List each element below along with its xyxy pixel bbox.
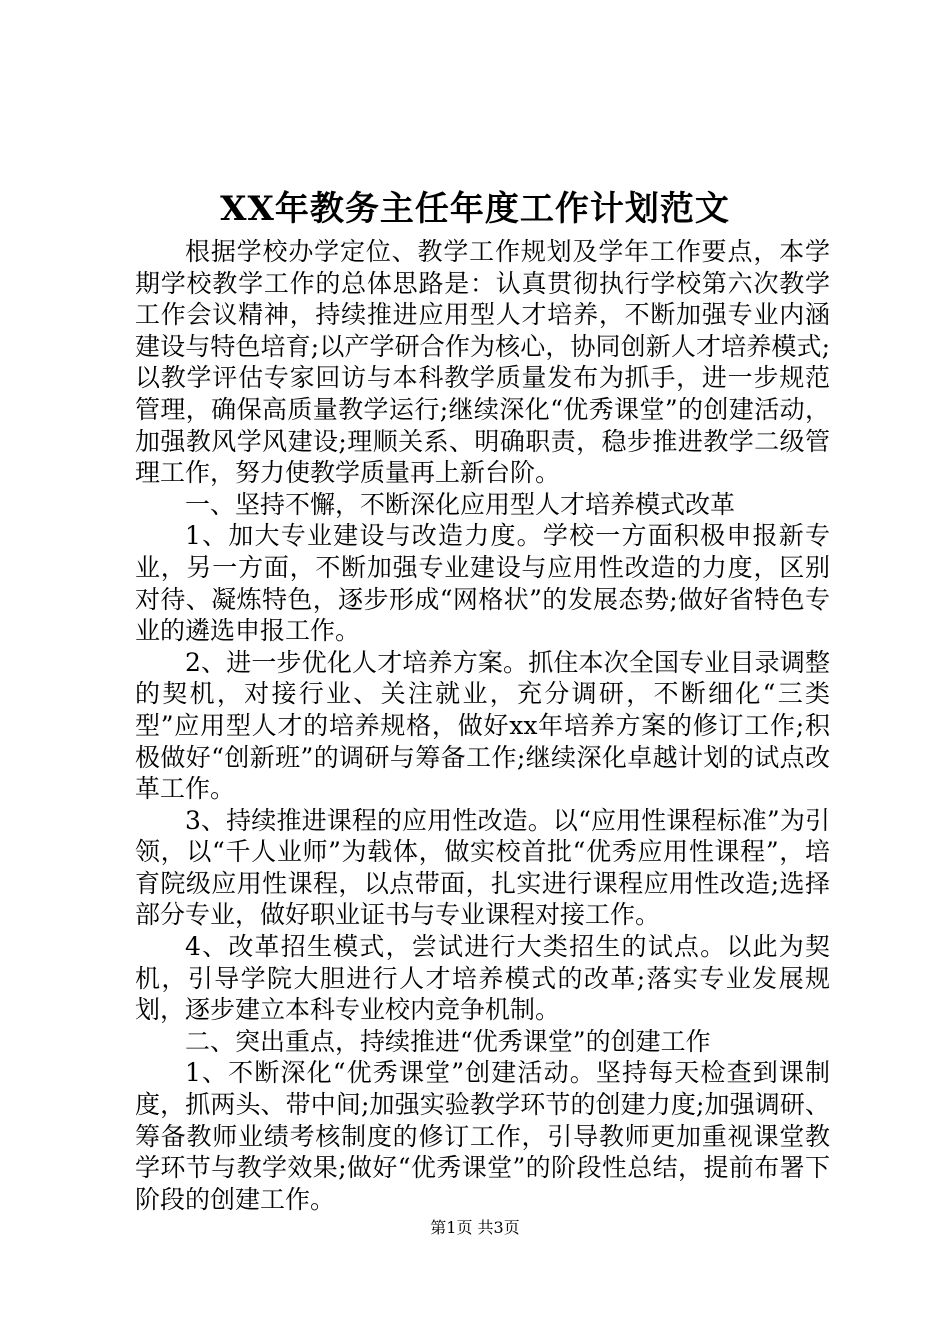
paragraph-1-4: 4、改革招生模式，尝试进行大类招生的试点。以此为契机，引导学院大胆进行人才培养模式的改革;落实专业发展规划，逐步建立本科专业校内竞争机制。 xyxy=(135,932,830,1025)
section-heading-2: 二、突出重点，持续推进“优秀课堂”的创建工作 xyxy=(185,1026,711,1056)
page-footer: 第1页 共3页 xyxy=(430,1218,520,1237)
section-heading-1: 一、坚持不懈，不断深化应用型人才培养模式改革 xyxy=(185,489,736,519)
paragraph-2-1: 1、不断深化“优秀课堂”创建活动。坚持每天检查到课制度，抓两头、带中间;加强实验教学环节的创建力度;加强调研、筹备教师业绩考核制度的修订工作，引导教师更加重视课堂教学环节与教学效果;做好“优秀课堂”的阶段性总结，提前布署下阶段的创建工作。 xyxy=(135,1058,830,1214)
document-body xyxy=(135,236,830,1215)
paragraph-1-3: 3、持续推进课程的应用性改造。以“应用性课程标准”为引领，以“千人业师”为载体，做实校首批“优秀应用性课程”，培育院级应用性课程，以点带面，扎实进行课程应用性改造;选择部分专业，做好职业证书与专业课程对接工作。 xyxy=(135,805,830,930)
paragraph-intro: 根据学校办学定位、教学工作规划及学年工作要点，本学期学校教学工作的总体思路是：认真贯彻执行学校第六次教学工作会议精神，持续推进应用型人才培养，不断加强专业内涵建设与特色培育;以产学研合作为核心，协同创新人才培养模式;以教学评估专家回访与本科教学质量发布为抓手，进一步规范管理，确保高质量教学运行;继续深化“优秀课堂”的创建活动，加强教风学风建设;理顺关系、明确职责，稳步推进教学二级管理工作，努力使教学质量再上新台阶。 xyxy=(135,237,830,488)
paragraph-1-2: 2、进一步优化人才培养方案。抓住本次全国专业目录调整的契机，对接行业、关注就业，充分调研，不断细化“三类型”应用型人才的培养规格，做好xx年培养方案的修订工作;积极做好“创新班”的调研与筹备工作;继续深化卓越计划的试点改革工作。 xyxy=(135,647,830,804)
paragraph-1-1: 1、加大专业建设与改造力度。学校一方面积极申报新专业，另一方面，不断加强专业建设与应用性改造的力度，区别对待、凝炼特色，逐步形成“网格状”的发展态势;做好省特色专业的遴选申报工作。 xyxy=(135,521,830,646)
document-title: XX年教务主任年度工作计划范文 xyxy=(220,189,730,229)
